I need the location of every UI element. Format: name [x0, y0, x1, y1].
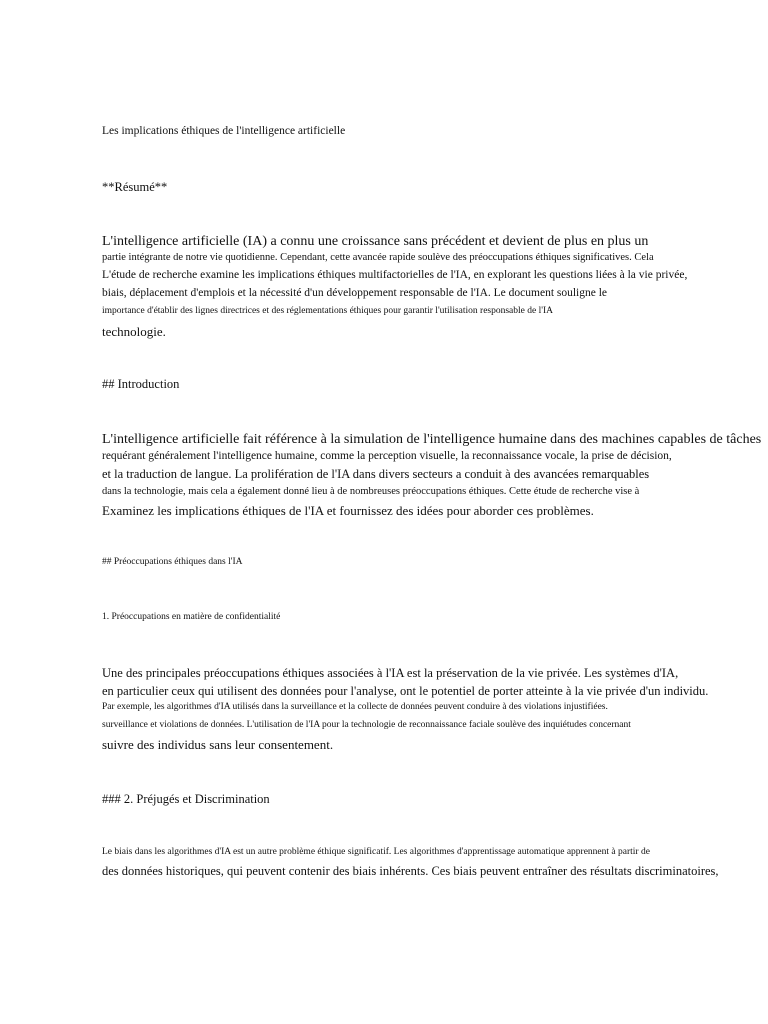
abstract-line: L'intelligence artificielle (IA) a connu une croissance sans précédent et devient de plus en plus un	[102, 234, 649, 249]
abstract-line: technologie.	[102, 324, 166, 339]
introduction-line: et la traduction de langue. La prolifération de l'IA dans divers secteurs a conduit à des avancées remarquables	[102, 467, 650, 481]
abstract-line: L'étude de recherche examine les implications éthiques multifactorielles de l'IA, en explorant les questions liées à la vie privée,	[102, 269, 688, 281]
ethical-concerns-heading: ## Préoccupations éthiques dans l'IA	[102, 557, 243, 567]
bias-line: des données historiques, qui peuvent contenir des biais inhérents. Ces biais peuvent entraîner des résultats discriminatoires,	[102, 864, 719, 878]
introduction-line: L'intelligence artificielle fait référence à la simulation de l'intelligence humaine dans des machines capables de tâches	[102, 432, 762, 447]
abstract-line: importance d'établir des lignes directrices et des réglementations éthiques pour garantir l'utilisation responsable de l'IA	[102, 306, 553, 316]
introduction-heading: ## Introduction	[102, 377, 180, 391]
introduction-line: requérant généralement l'intelligence humaine, comme la perception visuelle, la reconnaissance vocale, la prise de décision,	[102, 450, 672, 462]
abstract-line: biais, déplacement d'emplois et la nécessité d'un développement responsable de l'IA. Le document souligne le	[102, 287, 608, 299]
privacy-line: Une des principales préoccupations éthiques associées à l'IA est la préservation de la vie privée. Les systèmes d'IA,	[102, 666, 679, 680]
abstract-line: partie intégrante de notre vie quotidienne. Cependant, cette avancée rapide soulève des préoccupations éthiques significatives. Cela	[102, 252, 654, 263]
bias-heading: ### 2. Préjugés et Discrimination	[102, 792, 270, 806]
privacy-line: en particulier ceux qui utilisent des données pour l'analyse, ont le potentiel de porter atteinte à la vie privée d'un individu.	[102, 684, 709, 698]
privacy-line: surveillance et violations de données. L'utilisation de l'IA pour la technologie de reconnaissance faciale soulève des inquiétudes concernant	[102, 720, 631, 730]
privacy-line: Par exemple, les algorithmes d'IA utilisés dans la surveillance et la collecte de données peuvent conduire à des violations injustifiées.	[102, 702, 608, 712]
bias-line: Le biais dans les algorithmes d'IA est un autre problème éthique significatif. Les algorithmes d'apprentissage automatique apprennent à partir de	[102, 847, 650, 857]
document-title: Les implications éthiques de l'intelligence artificielle	[102, 125, 346, 137]
privacy-line: suivre des individus sans leur consentement.	[102, 737, 334, 752]
introduction-line: dans la technologie, mais cela a également donné lieu à de nombreuses préoccupations éthiques. Cette étude de recherche vise à	[102, 486, 640, 497]
introduction-line: Examinez les implications éthiques de l'IA et fournissez des idées pour aborder ces problèmes.	[102, 503, 594, 518]
abstract-heading: **Résumé**	[102, 180, 168, 194]
privacy-heading: 1. Préoccupations en matière de confidentialité	[102, 612, 281, 622]
